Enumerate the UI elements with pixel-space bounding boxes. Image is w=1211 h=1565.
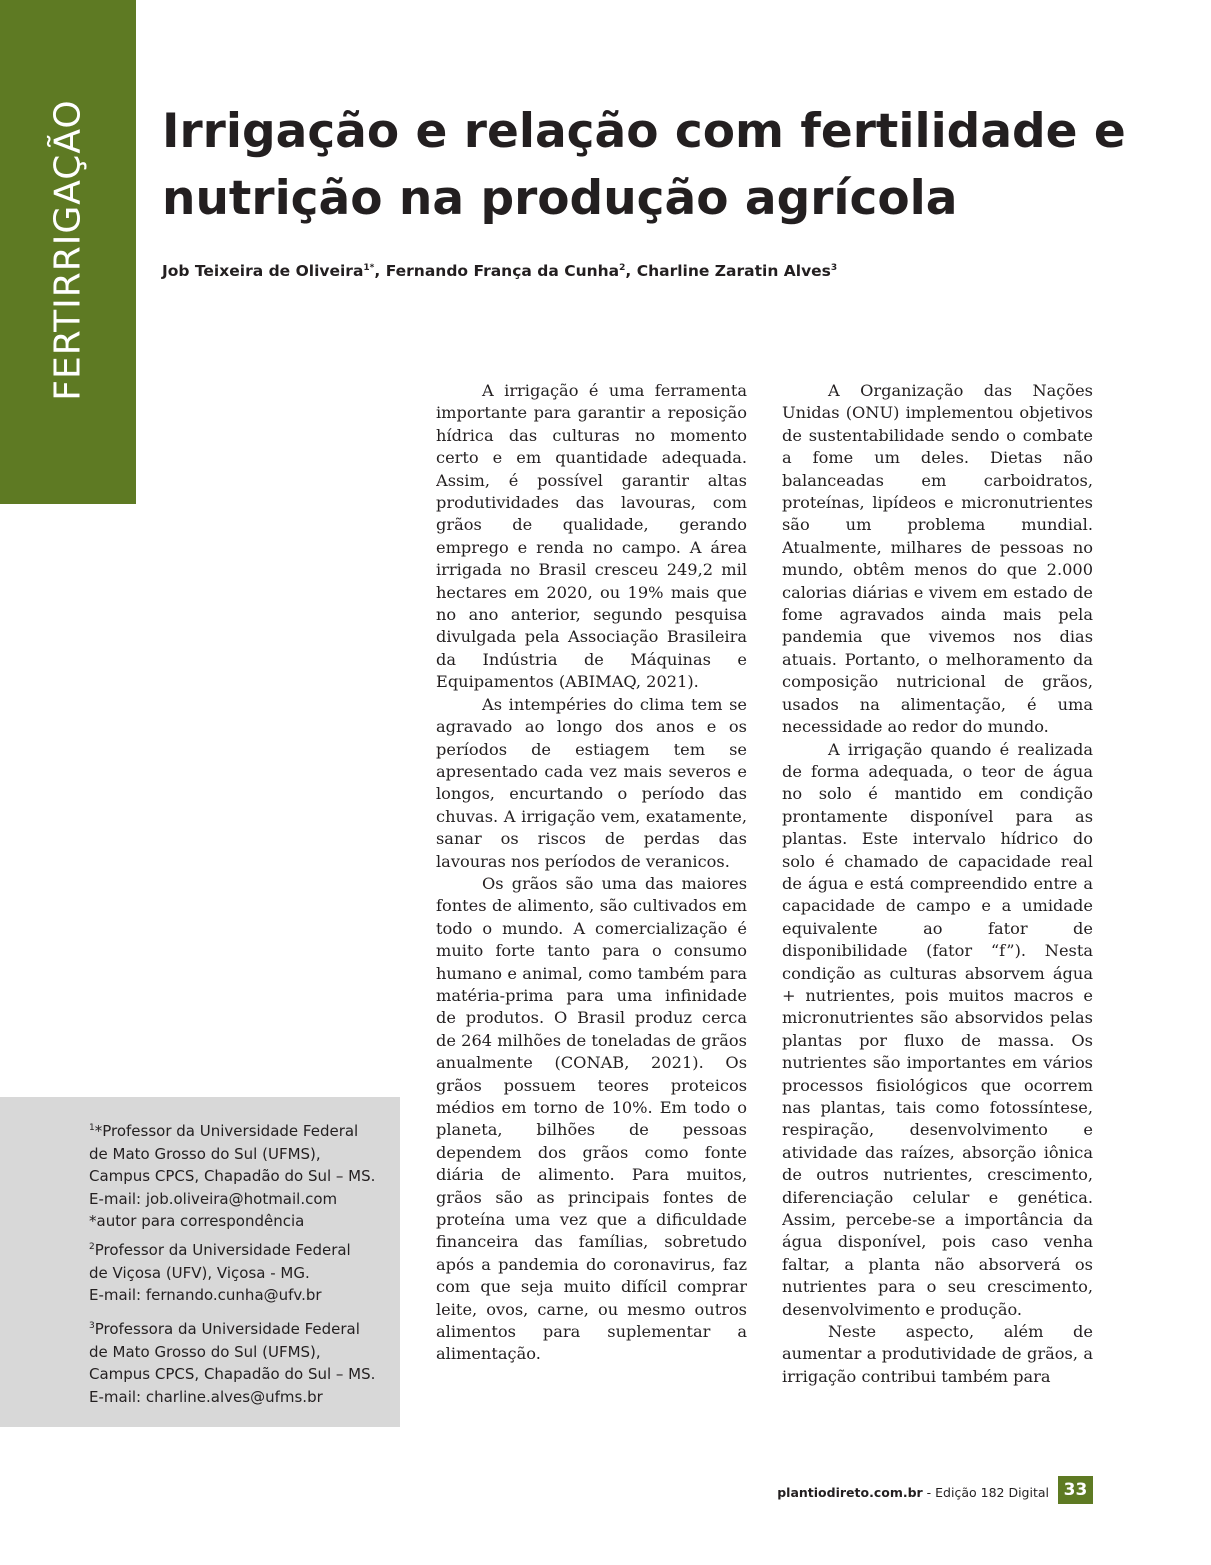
paragraph: Os grãos são uma das maiores fontes de alimento, são cultivados em todo o mundo. A comercialização é muito forte tanto para o consumo humano e animal, como também para matéria-prima para uma infinidade de produtos. O Brasil produz cerca de 264 milhões de toneladas de grãos anualmente (CONAB, 2021). Os grãos possuem teores proteicos médios em torno de 10%. Em todo o planeta, bilhões de pessoas dependem dos grãos como fonte diária de alimento. Para muitos, grãos são as principais fontes de proteína uma vez que a dificuldade financeira das famílias, sobretudo após a pandemia do coronavirus, faz com que seja muito difícil comprar leite, ovos, carne, ou mesmo outros alimentos para suplementar a alimentação. bbox=[436, 873, 747, 1364]
author-2-mark: 2 bbox=[619, 262, 626, 273]
author-line bbox=[162, 260, 1062, 282]
note-line: de Mato Grosso do Sul (UFMS), bbox=[89, 1144, 321, 1163]
paragraph: A irrigação é uma ferramenta importante para garantir a reposição hídrica das culturas no momento certo e em quantidade adequada. Assim, é possível garantir altas produtividades das lavouras, com grãos de qualidade, gerando emprego e renda no campo. A área irrigada no Brasil cresceu 249,2 mil hectares em 2020, ou 19% mais que no ano anterior, segundo pesquisa divulgada pela Associação Brasileira da Indústria de Máquinas e Equipamentos (ABIMAQ, 2021). bbox=[436, 381, 747, 692]
footer-site[interactable]: plantiodireto.com.br bbox=[777, 1485, 923, 1500]
footer-credit bbox=[777, 1484, 1049, 1502]
note-mark: 3 bbox=[89, 1321, 95, 1331]
author-2-name: Fernando França da Cunha bbox=[385, 262, 620, 280]
note-line: de Mato Grosso do Sul (UFMS), bbox=[89, 1342, 321, 1361]
paragraph: Neste aspecto, além de aumentar a produtividade de grãos, a irrigação contribui também para bbox=[782, 1322, 1093, 1386]
note-email[interactable]: E-mail: fernando.cunha@ufv.br bbox=[89, 1286, 322, 1304]
body-column-2 bbox=[782, 380, 1093, 1440]
note-email[interactable]: E-mail: job.oliveira@hotmail.com bbox=[89, 1189, 338, 1208]
note-line: de Viçosa (UFV), Viçosa - MG. bbox=[89, 1263, 310, 1282]
paragraph: As intempéries do clima tem se agravado ao longo dos anos e os períodos de estiagem tem se apresentado cada vez mais severos e longos, encurtando o período das chuvas. A irrigação vem, exatamente, sanar os riscos de perdas das lavouras nos períodos de veranicos. bbox=[436, 694, 747, 871]
note-line: Professora da Universidade Federal bbox=[94, 1320, 360, 1338]
section-band bbox=[0, 0, 136, 504]
author-note-1 bbox=[89, 1120, 389, 1233]
body-column-1 bbox=[436, 380, 747, 1440]
note-line: *Professor da Universidade Federal bbox=[94, 1122, 359, 1140]
note-line: Professor da Universidade Federal bbox=[94, 1241, 351, 1259]
article-title: Irrigação e relação com fertilidade e nutrição na produção agrícola bbox=[162, 104, 1126, 226]
note-line: *autor para correspondência bbox=[89, 1212, 305, 1230]
paragraph: A Organização das Nações Unidas (ONU) implementou objetivos de sustentabilidade sendo o combate a fome um deles. Dietas não balanceadas em carboidratos, proteínas, lipídeos e micronutrientes são um problema mundial. Atualmente, milhares de pessoas no mundo, obtêm menos do que 2.000 calorias diárias e vivem em estado de fome agravados ainda mais pela pandemia que vivemos nos dias atuais. Portanto, o melhoramento da composição nutricional de grãos, usados na alimentação, é uma necessidade ao redor do mundo. bbox=[782, 381, 1093, 737]
section-label: FERTIRRIGAÇÃO bbox=[47, 99, 89, 401]
note-mark: 2 bbox=[89, 1242, 95, 1252]
author-sep: , bbox=[374, 262, 386, 280]
author-3-name: Charline Zaratin Alves bbox=[636, 262, 831, 280]
author-3-mark: 3 bbox=[830, 262, 838, 273]
footer-edition: - Edição 182 Digital bbox=[922, 1485, 1049, 1500]
note-email[interactable]: E-mail: charline.alves@ufms.br bbox=[89, 1387, 323, 1406]
author-1-mark: 1* bbox=[363, 262, 375, 273]
page-number: 33 bbox=[1058, 1476, 1093, 1504]
paragraph: A irrigação quando é realizada de forma adequada, o teor de água no solo é mantido em condição prontamente disponível para as plantas. Este intervalo hídrico do solo é chamado de capacidade real de água e está compreendido entre a capacidade de campo e a umidade equivalente ao fator de disponibilidade (fator “f”). Nesta condição as culturas absorvem água + nutrientes, pois muitos macros e micronutrientes são absorvidos pelas plantas por fluxo de massa. Os nutrientes são importantes em vários processos fisiológicos que ocorrem nas plantas, tais como fotossíntese, respiração, desenvolvimento e atividade das raízes, absorção iônica de outros nutrientes, crescimento, diferenciação celular e genética. Assim, percebe-se a importância da água disponível, pois caso venha faltar, a planta não absorverá os nutrientes para o seu crescimento, desenvolvimento e produção. bbox=[782, 739, 1093, 1319]
note-mark: 1 bbox=[89, 1123, 95, 1133]
note-line: Campus CPCS, Chapadão do Sul – MS. bbox=[89, 1167, 376, 1185]
author-note-3 bbox=[89, 1318, 389, 1408]
note-line: Campus CPCS, Chapadão do Sul – MS. bbox=[89, 1365, 376, 1383]
author-1-name: Job Teixeira de Oliveira bbox=[162, 262, 364, 280]
author-sep: , bbox=[625, 262, 637, 280]
author-note-2 bbox=[89, 1239, 389, 1307]
